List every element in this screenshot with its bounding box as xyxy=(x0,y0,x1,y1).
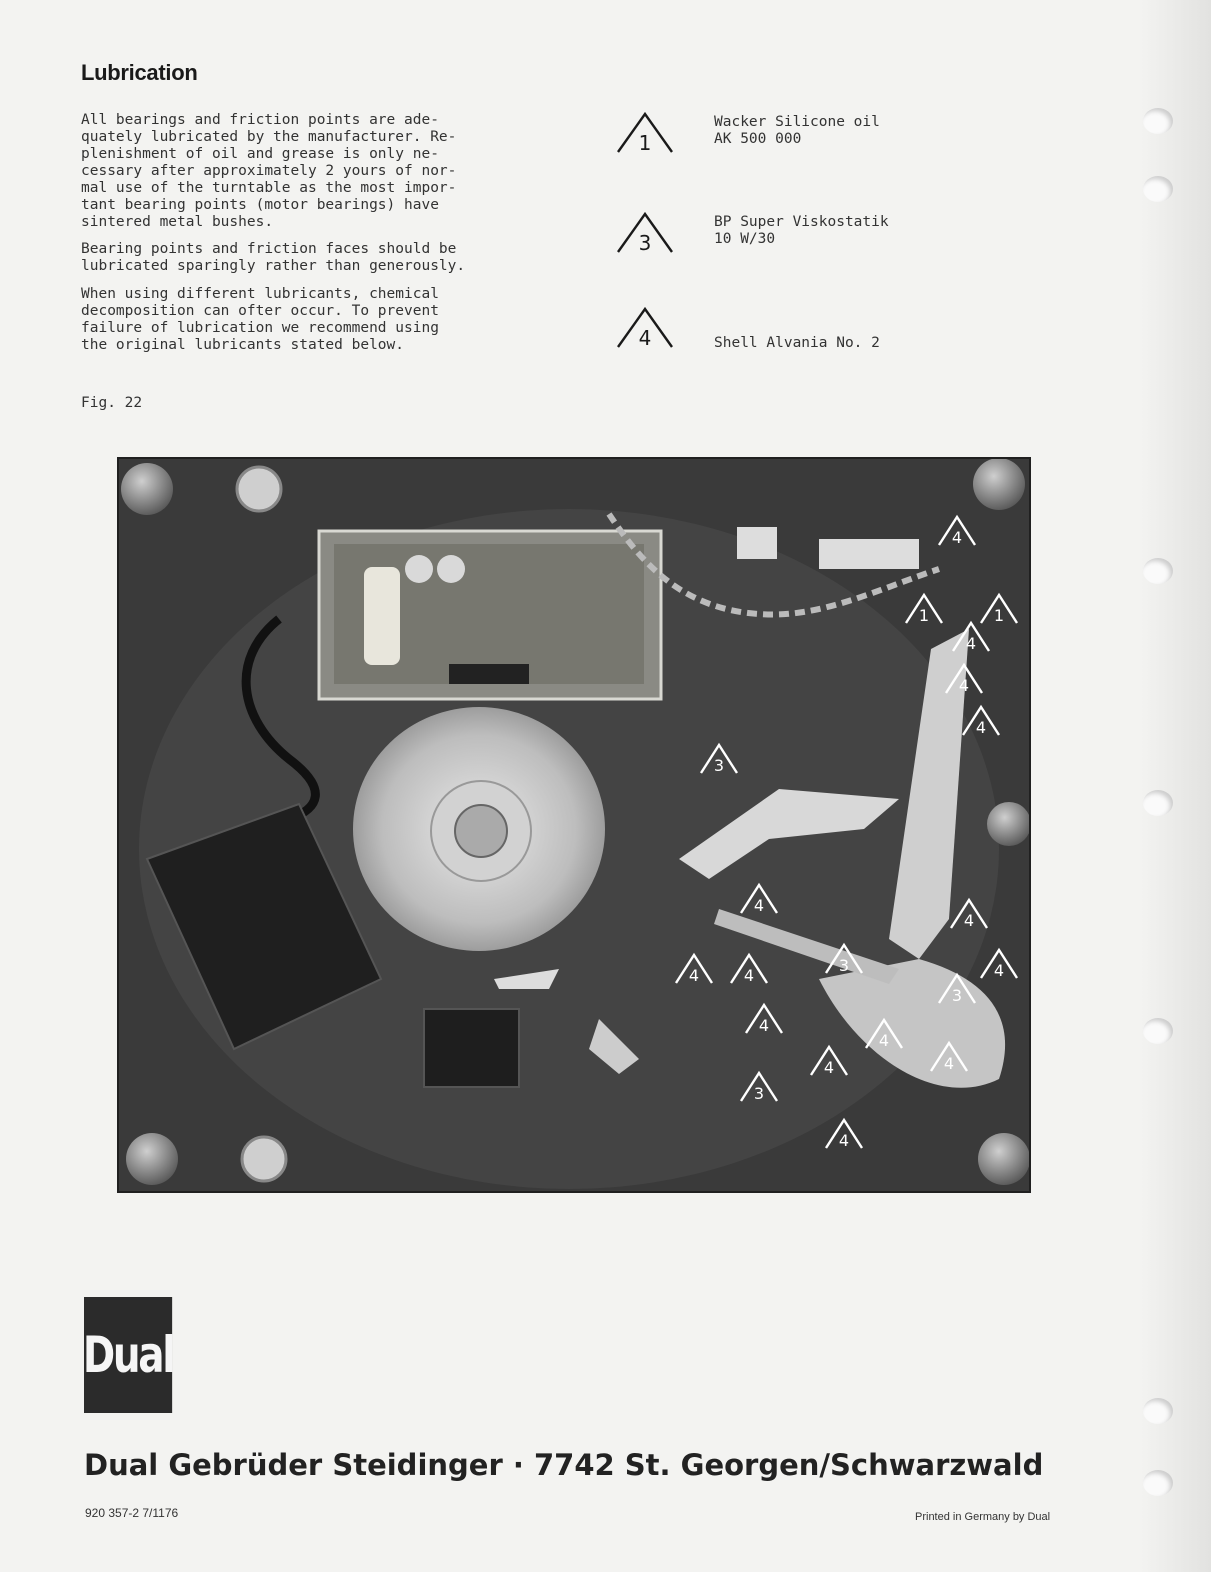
mounting-screw xyxy=(237,467,281,511)
mounting-screw xyxy=(242,1137,286,1181)
lubrication-marker-number: 3 xyxy=(753,1084,765,1103)
lubricant-row xyxy=(614,305,954,355)
dual-logo: Dual xyxy=(84,1297,172,1413)
punch-hole xyxy=(1143,1398,1173,1424)
lubrication-marker-number: 4 xyxy=(758,1016,770,1035)
page-title: Lubrication xyxy=(81,60,198,85)
lubrication-marker-number: 4 xyxy=(965,634,977,653)
punch-hole xyxy=(1143,1470,1173,1496)
triangle-symbol-number: 3 xyxy=(638,231,652,255)
figure-label: Fig. 22 xyxy=(81,395,143,411)
lubrication-marker-number: 4 xyxy=(963,911,975,930)
punch-hole xyxy=(1143,790,1173,816)
paragraph-sparingly: Bearing points and friction faces should be lubricated sparingly rather than generously. xyxy=(81,241,466,274)
lubrication-marker-number: 4 xyxy=(943,1054,955,1073)
triangle-symbol-number: 1 xyxy=(638,131,652,155)
punch-hole xyxy=(1143,1018,1173,1044)
foot xyxy=(978,1133,1029,1185)
paragraph-intro: All bearings and friction points are ade- quately lubricated by the manufacturer. Re- plenishment of oil and grease is only ne- cessary after approximately 2 yours of nor- mal use of the turntable as the most impor- tant bearing points (motor bearings) have sintered metal bushes. xyxy=(81,112,457,230)
lubrication-marker-number: 4 xyxy=(975,718,987,737)
triangle-symbol-icon xyxy=(614,210,676,256)
lubrication-marker-number: 1 xyxy=(918,606,930,625)
lubrication-marker-number: 4 xyxy=(688,966,700,985)
company-address: Dual Gebrüder Steidinger · 7742 St. Georgen/Schwarzwald xyxy=(84,1448,1044,1482)
lubricant-row xyxy=(614,110,954,160)
document-number: 920 357-2 7/1176 xyxy=(85,1506,179,1520)
printed-note: Printed in Germany by Dual xyxy=(915,1511,1051,1523)
punch-hole xyxy=(1143,108,1173,134)
lubrication-marker-number: 4 xyxy=(743,966,755,985)
lubrication-marker-number: 1 xyxy=(993,606,1005,625)
lubrication-marker-number: 4 xyxy=(878,1031,890,1050)
lubrication-marker-number: 3 xyxy=(713,756,725,775)
foot xyxy=(973,459,1025,510)
mounting-screw xyxy=(987,802,1029,846)
lubrication-marker-number: 4 xyxy=(823,1058,835,1077)
triangle-symbol-icon xyxy=(614,110,676,156)
lubricant-name: Shell Alvania No. 2 xyxy=(714,335,880,351)
lubrication-marker-number: 4 xyxy=(993,961,1005,980)
lubricant-name: BP Super Viskostatik 10 W/30 xyxy=(714,214,889,247)
capacitor xyxy=(364,567,400,665)
foot xyxy=(126,1133,178,1185)
punch-hole xyxy=(1143,176,1173,202)
triangle-symbol-icon xyxy=(614,305,676,351)
lubricant-name: Wacker Silicone oil AK 500 000 xyxy=(714,114,880,147)
lubrication-marker-number: 3 xyxy=(838,956,850,975)
lubrication-marker-number: 3 xyxy=(951,986,963,1005)
foot xyxy=(121,463,173,515)
paragraph-recommendation: When using different lubricants, chemical decomposition can ofter occur. To prevent failure of lubrication we recommend using the original lubricants stated below. xyxy=(81,286,439,353)
page-edge-shadow xyxy=(1141,0,1211,1572)
turntable-underside-photo xyxy=(117,457,1031,1193)
turntable-illustration xyxy=(119,459,1029,1191)
lubrication-marker-number: 4 xyxy=(951,528,963,547)
switch-box xyxy=(424,1009,519,1087)
lubrication-marker-number: 4 xyxy=(958,676,970,695)
lubrication-marker-number: 4 xyxy=(838,1131,850,1150)
lubrication-marker-number: 4 xyxy=(753,896,765,915)
punch-hole xyxy=(1143,558,1173,584)
triangle-symbol-number: 4 xyxy=(638,326,652,350)
lubricant-row xyxy=(614,210,954,260)
